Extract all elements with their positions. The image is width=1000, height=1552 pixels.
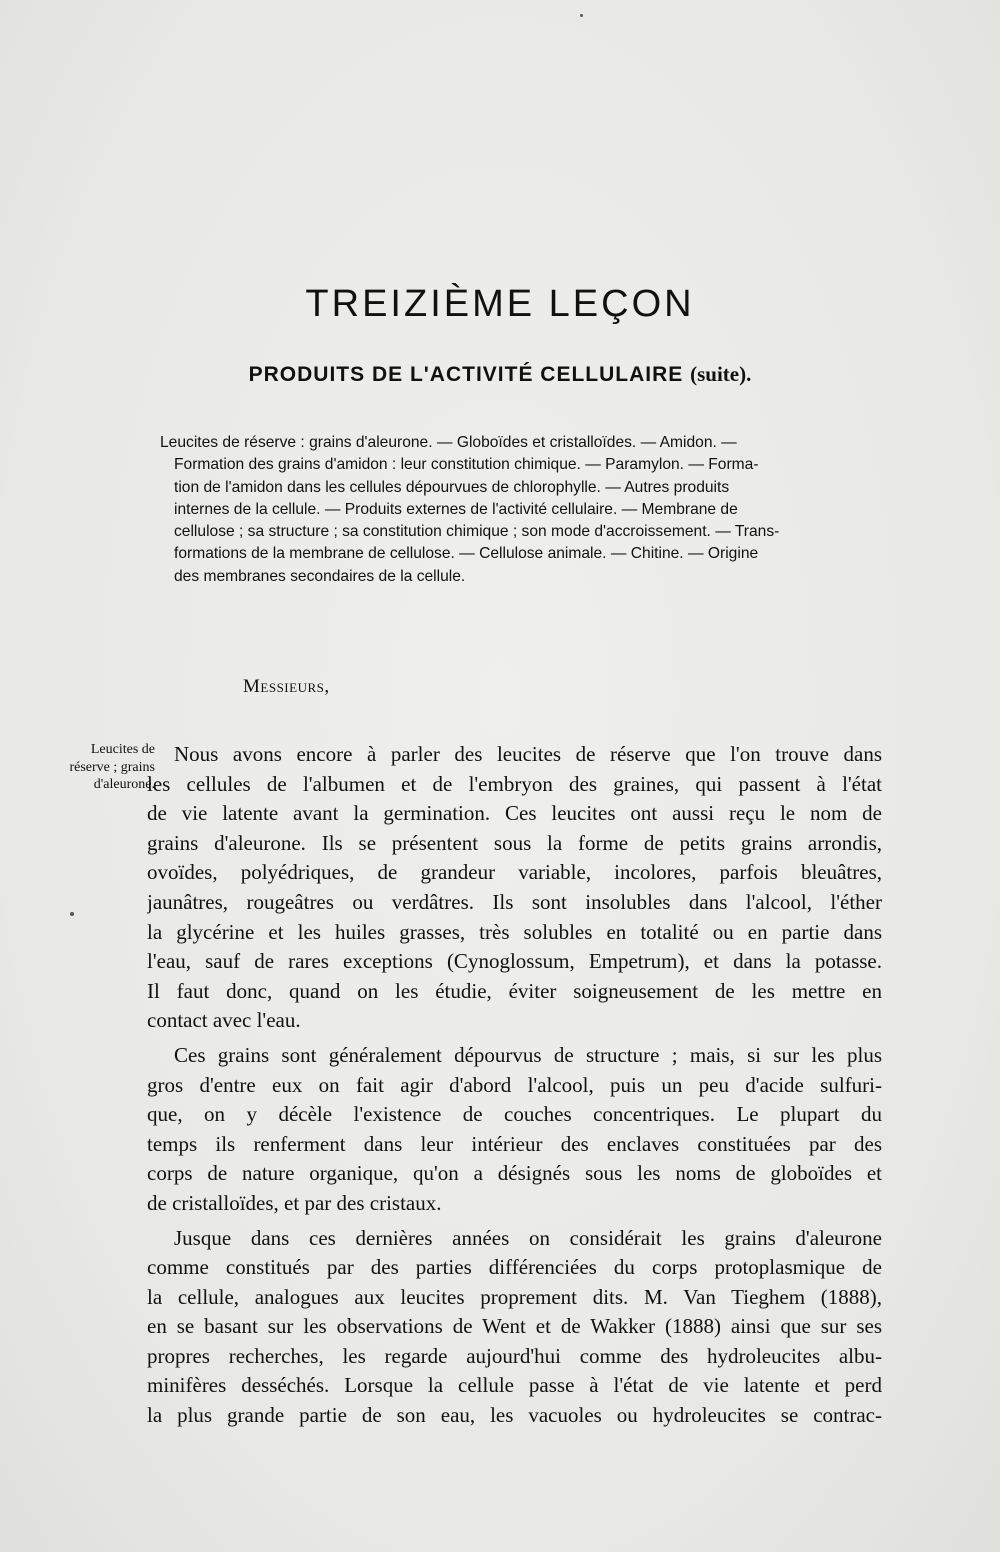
body-line: ovoïdes, polyédriques, de grandeur variable, incolores, parfois bleuâtres, — [147, 860, 882, 885]
lesson-title: TREIZIÈME LEÇON — [305, 283, 695, 325]
body-line: corps de nature organique, qu'on a désignés sous les noms de globoïdes et — [147, 1161, 882, 1186]
margin-note-line: réserve ; grains — [69, 759, 155, 775]
body-line: de vie latente avant la germination. Ces leucites ont aussi reçu le nom de — [147, 801, 882, 826]
body-line: les cellules de l'albumen et de l'embryon des graines, qui passent à l'état — [147, 771, 882, 796]
summary-line: cellulose ; sa structure ; sa constitution chimique ; son mode d'accroissement. — Trans- — [174, 523, 780, 541]
summary-line: tion de l'amidon dans les cellules dépourvues de chlorophylle. — Autres produits — [174, 478, 730, 496]
salutation: Messieurs, — [243, 676, 330, 697]
summary-line: des membranes secondaires de la cellule. — [174, 567, 466, 585]
body-line: temps ils renferment dans leur intérieur des enclaves constituées par des — [147, 1131, 882, 1156]
body-line: que, on y décèle l'existence de couches concentriques. Le plupart du — [147, 1102, 882, 1127]
body-line: Jusque dans ces dernières années on considérait les grains d'aleurone — [174, 1225, 882, 1250]
margin-note — [40, 741, 155, 794]
body-line: la cellule, analogues aux leucites proprement dits. M. Van Tieghem (1888), — [147, 1284, 882, 1309]
margin-note-line: Leucites de — [90, 742, 155, 757]
margin-note-line: d'aleurone. — [93, 777, 155, 792]
summary-line: Formation des grains d'amidon : leur constitution chimique. — Paramylon. — Forma- — [174, 456, 759, 474]
body-line: minifères desséchés. Lorsque la cellule passe à l'état de vie latente et perd — [147, 1373, 882, 1398]
summary-line: internes de la cellule. — Produits externes de l'activité cellulaire. — Membrane de — [174, 500, 738, 518]
body-line: la plus grande partie de son eau, les vacuoles ou hydroleucites se contrac- — [147, 1403, 882, 1428]
body-line: l'eau, sauf de rares exceptions (Cynoglossum, Empetrum), et dans la potasse. — [147, 949, 882, 974]
lesson-subtitle-suffix: (suite). — [690, 362, 752, 386]
body-line: de cristalloïdes, et par des cristaux. — [147, 1190, 442, 1215]
body-line: jaunâtres, rougeâtres ou verdâtres. Ils sont insolubles dans l'alcool, l'éther — [147, 889, 882, 914]
print-speck — [580, 14, 583, 17]
body-line: Ces grains sont généralement dépourvus de structure ; mais, si sur les plus — [174, 1042, 882, 1067]
body-line: la glycérine et les huiles grasses, très solubles en totalité ou en partie dans — [147, 919, 882, 944]
body-line: Nous avons encore à parler des leucites de réserve que l'on trouve dans — [174, 742, 882, 766]
body-line: gros d'entre eux on fait agir d'abord l'alcool, puis un peu d'acide sulfuri- — [147, 1072, 882, 1097]
body-text — [147, 740, 882, 1431]
summary-line: Leucites de réserve : grains d'aleurone. — Globoïdes et cristalloïdes. — Amidon. — — [160, 434, 737, 451]
print-speck — [70, 912, 74, 916]
body-line: Il faut donc, quand on les étudie, éviter soigneusement de les mettre en — [147, 978, 882, 1003]
body-line: propres recherches, les regarde aujourd'hui comme des hydroleucites albu- — [147, 1343, 882, 1368]
body-line: grains d'aleurone. Ils se présentent sous la forme de petits grains arrondis, — [147, 830, 882, 855]
lesson-subtitle-main: PRODUITS DE L'ACTIVITÉ CELLULAIRE — [248, 363, 684, 386]
summary-line: formations de la membrane de cellulose. — Cellulose animale. — Chitine. — Origine — [174, 545, 759, 563]
body-line: comme constitués par des parties différenciées du corps protoplasmique de — [147, 1255, 882, 1280]
lesson-summary — [160, 432, 892, 588]
lesson-subtitle — [0, 362, 1000, 387]
body-line: en se basant sur les observations de Went et de Wakker (1888) ainsi que sur ses — [147, 1314, 882, 1339]
body-line: contact avec l'eau. — [147, 1008, 301, 1033]
